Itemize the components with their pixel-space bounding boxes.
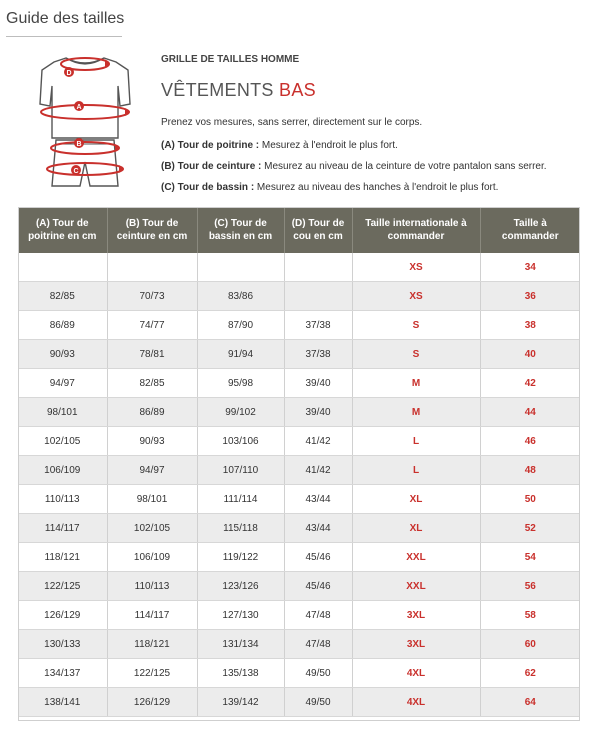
cell-waist: 98/101: [107, 485, 197, 514]
cell-neck: 43/44: [284, 485, 352, 514]
cell-neck: [284, 282, 352, 311]
intro-text: Prenez vos mesures, sans serrer, directement sur le corps.: [161, 117, 423, 128]
cell-hips: 119/122: [197, 543, 284, 572]
cell-order-size: 54: [480, 543, 580, 572]
header-order-size: Taille à commander: [480, 207, 580, 253]
cell-order-size: 52: [480, 514, 580, 543]
cell-hips: 123/126: [197, 572, 284, 601]
cell-international-size: 4XL: [352, 659, 480, 688]
cell-hips: 135/138: [197, 659, 284, 688]
section-heading: [161, 80, 316, 101]
cell-chest: 138/141: [18, 688, 107, 717]
cell-international-size: M: [352, 369, 480, 398]
cell-waist: 74/77: [107, 311, 197, 340]
cell-hips: 91/94: [197, 340, 284, 369]
table-row: [18, 659, 580, 688]
cell-waist: 70/73: [107, 282, 197, 311]
cell-international-size: M: [352, 398, 480, 427]
cell-neck: 41/42: [284, 456, 352, 485]
cell-chest: 94/97: [18, 369, 107, 398]
cell-waist: 110/113: [107, 572, 197, 601]
table-row: [18, 688, 580, 717]
cell-waist: 90/93: [107, 427, 197, 456]
cell-order-size: 64: [480, 688, 580, 717]
cell-chest: 122/125: [18, 572, 107, 601]
table-row: [18, 601, 580, 630]
table-row: [18, 514, 580, 543]
cell-chest: 90/93: [18, 340, 107, 369]
cell-order-size: 38: [480, 311, 580, 340]
cell-order-size: 40: [480, 340, 580, 369]
table-row: [18, 630, 580, 659]
instruction-waist: (B) Tour de ceinture : Mesurez au niveau de la ceinture de votre pantalon sans serrer.: [161, 161, 547, 172]
cell-waist: [107, 253, 197, 282]
instruction-chest: (A) Tour de poitrine : Mesurez à l'endroit le plus fort.: [161, 140, 398, 151]
cell-chest: 130/133: [18, 630, 107, 659]
cell-chest: 118/121: [18, 543, 107, 572]
cell-neck: 49/50: [284, 659, 352, 688]
cell-hips: 127/130: [197, 601, 284, 630]
cell-chest: 102/105: [18, 427, 107, 456]
cell-hips: 131/134: [197, 630, 284, 659]
cell-hips: 83/86: [197, 282, 284, 311]
cell-waist: 122/125: [107, 659, 197, 688]
cell-neck: 37/38: [284, 340, 352, 369]
size-table-body: [18, 253, 580, 717]
cell-order-size: 58: [480, 601, 580, 630]
cell-neck: 47/48: [284, 630, 352, 659]
cell-waist: 82/85: [107, 369, 197, 398]
cell-international-size: 4XL: [352, 688, 480, 717]
table-row: [18, 427, 580, 456]
cell-international-size: XXL: [352, 543, 480, 572]
cell-waist: 86/89: [107, 398, 197, 427]
cell-chest: 114/117: [18, 514, 107, 543]
cell-order-size: 50: [480, 485, 580, 514]
cell-international-size: S: [352, 340, 480, 369]
table-header-row: [18, 207, 580, 253]
body-measurement-figure: [32, 46, 138, 196]
cell-neck: [284, 253, 352, 282]
table-row: [18, 253, 580, 282]
cell-chest: 98/101: [18, 398, 107, 427]
cell-neck: 39/40: [284, 398, 352, 427]
cell-waist: 114/117: [107, 601, 197, 630]
cell-waist: 126/129: [107, 688, 197, 717]
cell-hips: 107/110: [197, 456, 284, 485]
cell-order-size: 44: [480, 398, 580, 427]
cell-neck: 47/48: [284, 601, 352, 630]
cell-neck: 43/44: [284, 514, 352, 543]
table-row: [18, 456, 580, 485]
cell-order-size: 48: [480, 456, 580, 485]
table-row: [18, 398, 580, 427]
cell-hips: 111/114: [197, 485, 284, 514]
size-grid-label: GRILLE DE TAILLES HOMME: [161, 54, 300, 65]
cell-chest: 110/113: [18, 485, 107, 514]
cell-international-size: XS: [352, 282, 480, 311]
cell-order-size: 60: [480, 630, 580, 659]
cell-waist: 102/105: [107, 514, 197, 543]
cell-order-size: 46: [480, 427, 580, 456]
table-row: [18, 340, 580, 369]
cell-chest: 82/85: [18, 282, 107, 311]
cell-waist: 94/97: [107, 456, 197, 485]
cell-hips: 115/118: [197, 514, 284, 543]
table-row: [18, 282, 580, 311]
marker-b: B: [76, 141, 82, 148]
cell-international-size: 3XL: [352, 630, 480, 659]
cell-chest: 134/137: [18, 659, 107, 688]
size-table: [18, 207, 580, 717]
instruction-hips: (C) Tour de bassin : Mesurez au niveau des hanches à l'endroit le plus fort.: [161, 182, 499, 193]
cell-hips: 103/106: [197, 427, 284, 456]
page-title: Guide des tailles: [6, 10, 125, 27]
table-row: [18, 543, 580, 572]
cell-international-size: XL: [352, 485, 480, 514]
cell-neck: 37/38: [284, 311, 352, 340]
cell-chest: [18, 253, 107, 282]
cell-order-size: 62: [480, 659, 580, 688]
header-chest: (A) Tour de poitrine en cm: [18, 207, 107, 253]
cell-order-size: 34: [480, 253, 580, 282]
marker-a: A: [76, 104, 82, 111]
cell-neck: 39/40: [284, 369, 352, 398]
cell-neck: 41/42: [284, 427, 352, 456]
cell-chest: 126/129: [18, 601, 107, 630]
cell-neck: 45/46: [284, 572, 352, 601]
marker-d: D: [66, 70, 72, 77]
cell-hips: 87/90: [197, 311, 284, 340]
title-divider: [6, 36, 122, 37]
header-neck: (D) Tour de cou en cm: [284, 207, 352, 253]
cell-hips: 139/142: [197, 688, 284, 717]
marker-c: C: [73, 168, 79, 175]
cell-international-size: L: [352, 456, 480, 485]
table-row: [18, 311, 580, 340]
cell-international-size: XL: [352, 514, 480, 543]
cell-hips: [197, 253, 284, 282]
cell-waist: 106/109: [107, 543, 197, 572]
table-row: [18, 485, 580, 514]
cell-hips: 99/102: [197, 398, 284, 427]
cell-chest: 86/89: [18, 311, 107, 340]
cell-waist: 118/121: [107, 630, 197, 659]
cell-international-size: 3XL: [352, 601, 480, 630]
cell-order-size: 36: [480, 282, 580, 311]
cell-waist: 78/81: [107, 340, 197, 369]
table-row: [18, 572, 580, 601]
cell-chest: 106/109: [18, 456, 107, 485]
cell-international-size: S: [352, 311, 480, 340]
header-international-size: Taille internationale à commander: [352, 207, 480, 253]
cell-international-size: XS: [352, 253, 480, 282]
cell-order-size: 56: [480, 572, 580, 601]
header-hips: (C) Tour de bassin en cm: [197, 207, 284, 253]
cell-neck: 45/46: [284, 543, 352, 572]
heading-accent: BAS: [279, 80, 316, 100]
header-waist: (B) Tour de ceinture en cm: [107, 207, 197, 253]
cell-neck: 49/50: [284, 688, 352, 717]
cell-order-size: 42: [480, 369, 580, 398]
cell-international-size: L: [352, 427, 480, 456]
cell-international-size: XXL: [352, 572, 480, 601]
table-row: [18, 369, 580, 398]
heading-main: VÊTEMENTS: [161, 80, 280, 100]
cell-hips: 95/98: [197, 369, 284, 398]
